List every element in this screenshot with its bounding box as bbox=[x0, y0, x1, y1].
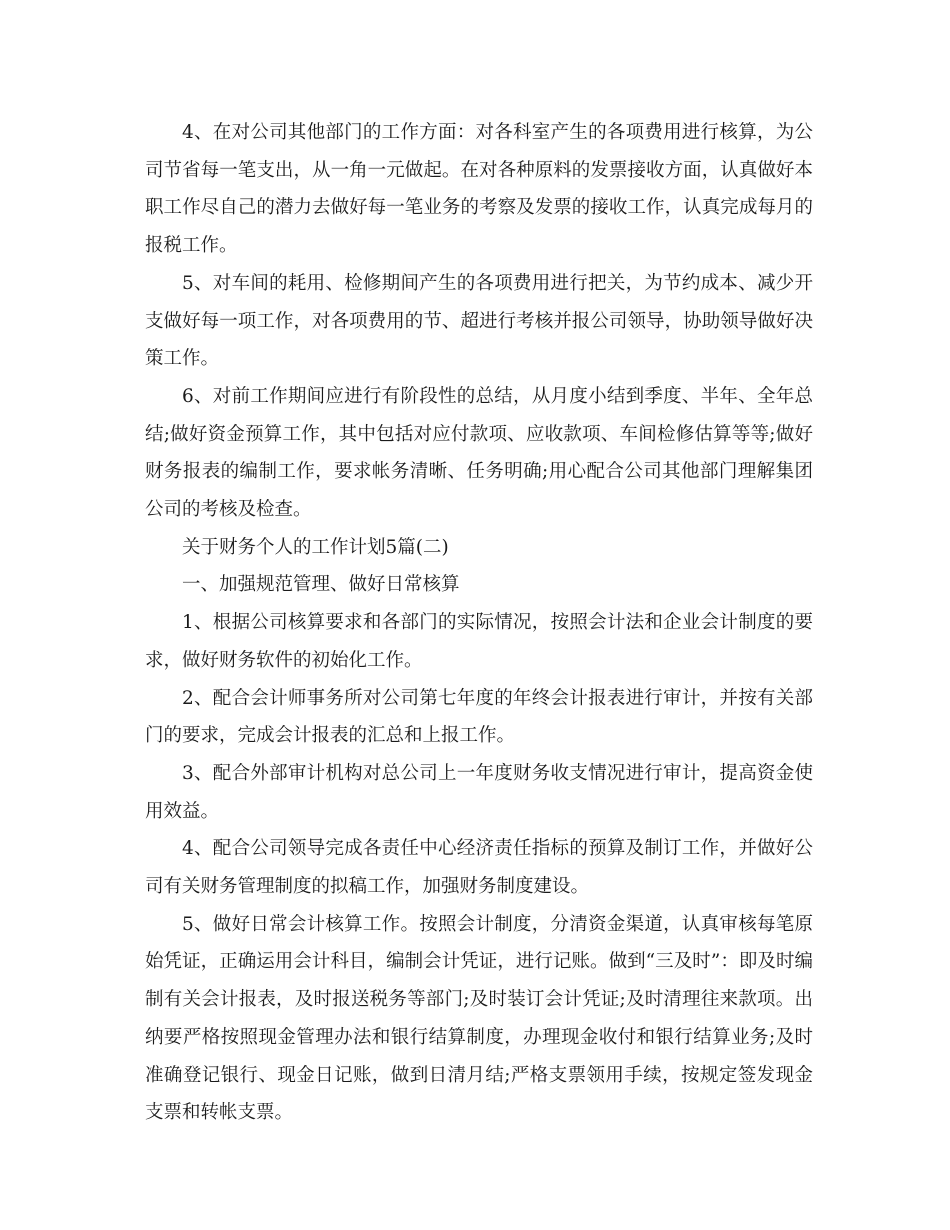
document-body bbox=[145, 114, 813, 1132]
section-heading-standard-management: 一、加强规范管理、做好日常核算 bbox=[182, 574, 460, 596]
paragraph-item-1-software-init: 1、根据公司核算要求和各部门的实际情况，按照会计法和企业会计制度的要求，做好财务软件的初始化工作。 bbox=[145, 612, 813, 671]
paragraph-item-5-daily-accounting: 5、做好日常会计核算工作。按照会计制度，分清资金渠道，认真审核每笔原始凭证，正确运用会计科目，编制会计凭证，进行记账。做到“三及时”：即及时编制有关会计报表，及时报送税务等部门;及时装订会计凭证;及时清理往来款项。出纳要严格按照现金管理办法和银行结算制度，办理现金收付和银行结算业务;及时准确登记银行、现金日记账，做到日清月结;严格支票领用手续，按规定签发现金支票和转帐支票。 bbox=[145, 913, 813, 1124]
paragraph-item-4-other-departments: 4、在对公司其他部门的工作方面：对各科室产生的各项费用进行核算，为公司节省每一笔支出，从一角一元做起。在对各种原料的发票接收方面，认真做好本职工作尽自己的潜力去做好每一笔业务的考察及发票的接收工作，认真完成每月的报税工作。 bbox=[145, 122, 813, 257]
paragraph-item-4-budget-targets: 4、配合公司领导完成各责任中心经济责任指标的预算及制订工作，并做好公司有关财务管理制度的拟稿工作，加强财务制度建设。 bbox=[145, 838, 813, 898]
paragraph-item-6-periodic-summary: 6、对前工作期间应进行有阶段性的总结，从月度小结到季度、半年、全年总结;做好资金预算工作，其中包括对应付款项、应收款项、车间检修估算等等;做好财务报表的编制工作，要求帐务清晰、任务明确;用心配合公司其他部门理解集团公司的考核及检查。 bbox=[145, 385, 813, 521]
paragraph-item-2-annual-audit: 2、配合会计师事务所对公司第七年度的年终会计报表进行审计，并按有关部门的要求，完成会计报表的汇总和上报工作。 bbox=[145, 687, 813, 747]
section-title: 关于财务个人的工作计划5篇(二) bbox=[182, 536, 449, 558]
paragraph-item-5-workshop-costs: 5、对车间的耗用、检修期间产生的各项费用进行把关，为节约成本、减少开支做好每一项工作，对各项费用的节、超进行考核并报公司领导，协助领导做好决策工作。 bbox=[145, 272, 813, 370]
paragraph-item-3-external-audit: 3、配合外部审计机构对总公司上一年度财务收支情况进行审计，提高资金使用效益。 bbox=[145, 762, 813, 822]
